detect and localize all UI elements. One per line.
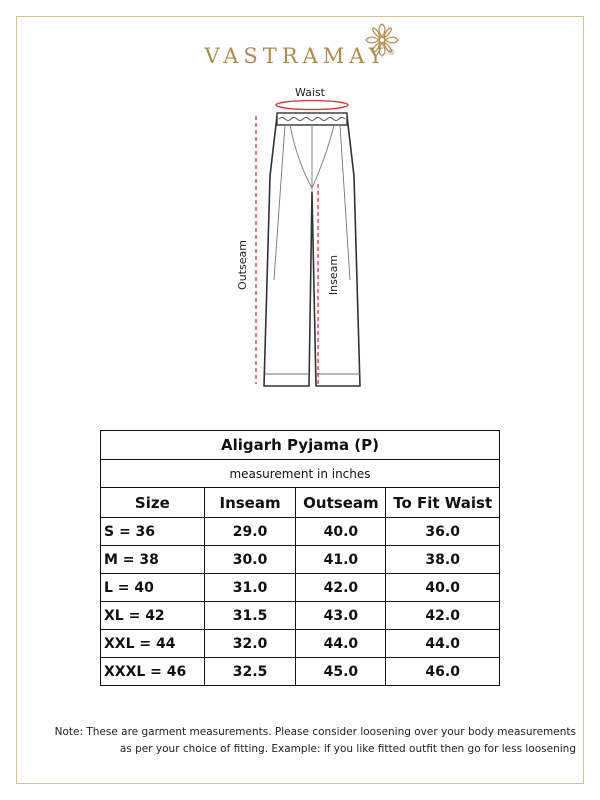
header-size: Size — [101, 488, 205, 518]
outseam-cell: 40.0 — [296, 518, 386, 546]
waist-cell: 36.0 — [386, 518, 500, 546]
size-chart-table — [100, 430, 500, 686]
header-to-fit-waist: To Fit Waist — [386, 488, 500, 518]
pyjama-diagram — [220, 80, 380, 400]
inseam-cell: 31.0 — [204, 574, 296, 602]
inseam-label: Inseam — [327, 254, 340, 296]
table-row — [101, 658, 500, 686]
size-cell: XXXL = 46 — [101, 658, 205, 686]
waist-cell: 42.0 — [386, 602, 500, 630]
waist-cell: 46.0 — [386, 658, 500, 686]
waist-measure-line — [276, 101, 348, 110]
inseam-cell: 31.5 — [204, 602, 296, 630]
note-line-2: as per your choice of fitting. Example: if you like fitted outfit then go for less loosening — [119, 743, 576, 755]
header-outseam: Outseam — [296, 488, 386, 518]
table-title: Aligarh Pyjama (P) — [101, 431, 500, 460]
size-cell: S = 36 — [101, 518, 205, 546]
waist-cell: 44.0 — [386, 630, 500, 658]
outseam-cell: 44.0 — [296, 630, 386, 658]
brand-name: VASTRAMAY — [204, 44, 388, 68]
size-cell: XL = 42 — [101, 602, 205, 630]
inseam-cell: 32.5 — [204, 658, 296, 686]
table-header-row — [101, 488, 500, 518]
table-row — [101, 630, 500, 658]
waistband — [277, 113, 347, 125]
header-inseam: Inseam — [204, 488, 296, 518]
lotus-logo-icon — [364, 22, 400, 58]
table-unit-note: measurement in inches — [101, 460, 500, 488]
outseam-cell: 45.0 — [296, 658, 386, 686]
waist-cell: 40.0 — [386, 574, 500, 602]
pyjama-illustration — [220, 80, 380, 400]
inseam-cell: 32.0 — [204, 630, 296, 658]
size-cell: L = 40 — [101, 574, 205, 602]
waist-label: Waist — [294, 86, 326, 99]
brand-logo-text — [0, 44, 600, 68]
outseam-cell: 42.0 — [296, 574, 386, 602]
inseam-cell: 30.0 — [204, 546, 296, 574]
garment-note — [24, 724, 576, 758]
note-line-1: Note: These are garment measurements. Please consider loosening over your body measurements — [54, 726, 576, 738]
size-cell: XXL = 44 — [101, 630, 205, 658]
size-cell: M = 38 — [101, 546, 205, 574]
table-row — [101, 546, 500, 574]
table-row — [101, 574, 500, 602]
waist-cell: 38.0 — [386, 546, 500, 574]
inseam-cell: 29.0 — [204, 518, 296, 546]
outseam-cell: 43.0 — [296, 602, 386, 630]
table-row — [101, 602, 500, 630]
table-row — [101, 518, 500, 546]
outseam-label: Outseam — [236, 240, 249, 290]
registered-mark: ® — [387, 48, 396, 57]
outseam-cell: 41.0 — [296, 546, 386, 574]
